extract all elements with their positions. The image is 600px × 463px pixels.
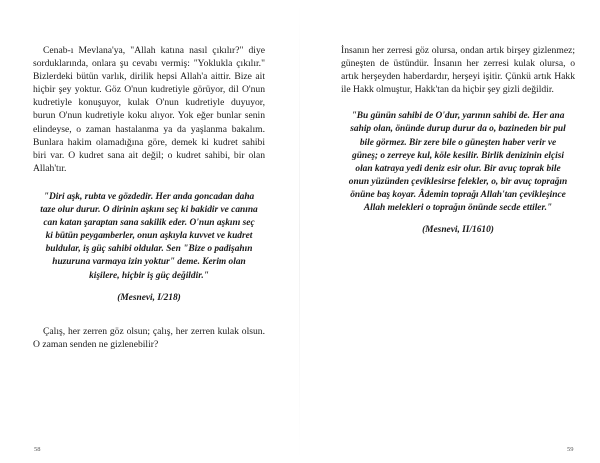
left-text-column	[33, 44, 265, 351]
left-paragraph-1: Cenab-ı Mevlana'ya, "Allah katına nasıl çıkılır?" diye sorduklarında, onlara şu cevabı vermiş: "Yoklukla çıkılır." Bizlerdeki bütün varlık, dirilik hepsi Allah'a aittir. Bize ait hiçbir şey yoktur. Göz O'nun kudretiyle görüyor, dil O'nun kudretiyle konuşuyor, kulak O'nun kudretiyle duyuyor, burun O'nun kudretiyle koku alıyor. Yok eğer bunlar senin elindeyse, o zaman hastalanma ya da yaşlanma bakalım. Bunlara hakim olamadığına göre, demek ki kudret sahibi biri var. O kudret sana ait değil; o kudret sahibi, bir olan Allah'tır.	[33, 45, 265, 174]
left-quote: "Diri aşk, rubta ve gözdedir. Her anda goncadan daha taze olur durur. O dirinin aşkını seç ki bakidir ve canına can katan şaraptan sana sakilik eder. O'nun aşkını seç ki bütün peygamberler, onun aşkıyla kuvvet ve kudret buldular, iş güç sahibi oldular. Sen "Bize o padişahın huzuruna varmaya izin yoktur" deme. Kerim olan kişilere, hiçbir iş güç değildir."	[40, 191, 258, 281]
right-paragraph-1: İnsanın her zerresi göz olursa, ondan artık birşey gizlenmez; güneşten de üstündür. İnsanın her zerresi kulak olursa, o artık herşeyden haberdardır, herşeyi işitir. Çünkü artık Hakk ile Hakk olmuştur, Hakk'tan da hiçbir şey gizli değildir.	[341, 45, 575, 96]
left-page-number: 58	[34, 446, 41, 453]
right-quote: "Bu günün sahibi de O'dur, yarının sahibi de. Her ana sahip olan, önünde durup durur da o, bazineden bir pul bile görmez. Bir zere bile o güneşten haber verir ve güneş; o zerreye kul, köle kesilir. Birlik denizinin elçisi olan katraya yedi deniz esir olur. Bir avuç toprak bile onun yüzünden çeviklesirse felekler, o, bir avuç toprağın önüne baş koyar. Âdemin toprağı Allah'tan çevikleşince Allah melekleri o toprağın önünde secde ettiler."	[348, 111, 568, 214]
left-paragraph-2: Çalış, her zerren göz olsun; çalış, her zerren kulak olsun. O zaman senden ne gizlenebilir?	[33, 325, 265, 350]
right-text-column	[341, 44, 575, 235]
right-page-number: 59	[567, 446, 574, 453]
right-quote-source: (Mesnevi, II/1610)	[422, 225, 494, 236]
left-quote-source: (Mesnevi, I/218)	[117, 292, 181, 303]
